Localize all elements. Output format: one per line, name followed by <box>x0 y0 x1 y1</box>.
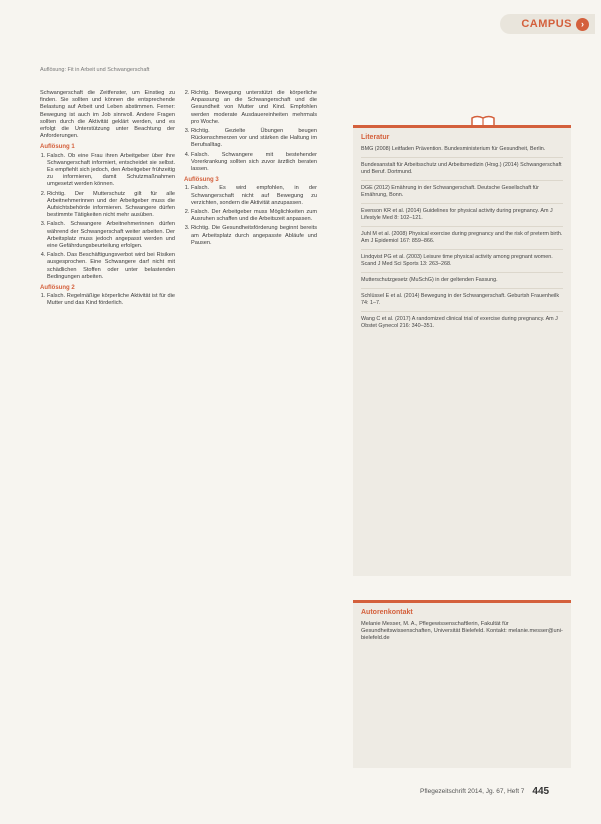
list-item: 2. Richtig. Der Mutterschutz gilt für alle Arbeitnehmerinnen und der Arbeitgeber muss die Aufsichtsbehörde informieren. Schwangere dürfen bestimmte Tätigkeiten nicht mehr ausüben. <box>47 191 175 220</box>
list-item: 4. Falsch. Schwangere mit bestehender Vorerkrankung sollten sich zuvor ärztlich beraten lassen. <box>191 152 317 174</box>
list-item: 4. Falsch. Das Beschäftigungsverbot wird bei Risiken ausgesprochen. Eine Schwangere darf nicht mit schädlichen Stoffen oder unter belastenden Bedingungen arbeiten. <box>47 252 175 281</box>
literature-item: Bundesanstalt für Arbeitsschutz und Arbeitsmedizin (Hrsg.) (2014) Schwangerschaft und Beruf. Dortmund. <box>361 162 563 181</box>
list-item: 3. Richtig. Die Gesundheitsförderung beginnt bereits am Arbeitsplatz durch angepasste Abläufe und Pausen. <box>191 225 317 247</box>
literature-title: Literatur <box>361 134 390 141</box>
literature-item: Mutterschutzgesetz (MuSchG) in der geltenden Fassung. <box>361 277 563 289</box>
literature-item: BMG (2008) Leitfaden Prävention. Bundesministerium für Gesundheit, Berlin. <box>361 146 563 158</box>
column-2 <box>184 90 317 249</box>
col1-heading: Auflösung 1 <box>40 144 75 151</box>
literature-item: Evenson KR et al. (2014) Guidelines for physical activity during pregnancy. Am J Lifestyle Med 8: 102–121. <box>361 208 563 227</box>
list-item: 1. Falsch. Regelmäßige körperliche Aktivität ist für die Mutter und das Kind förderlich. <box>47 293 175 307</box>
col1-list <box>40 153 175 281</box>
col2-heading: Auflösung 3 <box>184 177 219 184</box>
author-contact-box <box>353 600 571 768</box>
column-1 <box>40 90 175 310</box>
campus-label: CAMPUS <box>521 18 572 30</box>
literature-item: DGE (2012) Ernährung in der Schwangerschaft. Deutsche Gesellschaft für Ernährung, Bonn. <box>361 185 563 204</box>
list-item: 3. Falsch. Schwangere Arbeitnehmerinnen dürfen während der Schwangerschaft weiter arbeiten. Der Arbeitsplatz muss jedoch angepasst werden und eine Gefährdungsbeurteilung erfolgen. <box>47 221 175 250</box>
literature-box <box>353 125 571 576</box>
list-item: 2. Falsch. Der Arbeitgeber muss Möglichkeiten zum Ausruhen schaffen und die Arbeitszeit anpassen. <box>191 209 317 223</box>
col1-intro: Schwangerschaft die Zeitfenster, um Einstieg zu finden. Sie sollten und können die entsprechende Belastung auf Arbeit und Leben abstimmen. Ferner: Bewegung ist auch im Job sinnvoll. Andere Fragen sollten durch die Aktivität geklärt werden, und es erfolgt die Unterstützung unter Beachtung der Anforderungen. <box>40 90 175 140</box>
col2-list <box>184 90 317 173</box>
literature-item: Wang C et al. (2017) A randomized clinical trial of exercise during pregnancy. Am J Obstet Gynecol 216: 340–351. <box>361 316 558 329</box>
list-item: 1. Falsch. Es wird empfohlen, in der Schwangerschaft nicht auf Bewegung zu verzichten, sondern die Aktivität anzupassen. <box>191 185 317 207</box>
col2-list-3 <box>184 185 317 247</box>
author-text: Melanie Messer, M. A., Pflegewissenschaftlerin, Fakultät für Gesundheitswissenschaften, Universität Bielefeld. Kontakt: melanie.messer@uni-bielefeld.de <box>361 621 563 642</box>
campus-arrow-icon: › <box>576 18 589 31</box>
literature-item: Juhl M et al. (2008) Physical exercise during pregnancy and the risk of preterm birth. Am J Epidemiol 167: 859–866. <box>361 231 563 250</box>
author-title: Autorenkontakt <box>361 609 413 616</box>
col1-list-2 <box>40 293 175 307</box>
col1-heading-2: Auflösung 2 <box>40 285 75 292</box>
list-item: 1. Falsch. Ob eine Frau ihren Arbeitgeber über ihre Schwangerschaft informiert, entscheidet sie selbst. Es empfiehlt sich jedoch, den Arbeitgeber frühzeitig zu informieren, damit Schutzmaßnahmen umgesetzt werden können. <box>47 153 175 189</box>
page-number: 445 <box>532 786 550 797</box>
list-item: 2. Richtig. Bewegung unterstützt die körperliche Anpassung an die Schwangerschaft und die Gesundheit von Mutter und Kind. Empfohlen werden moderate Ausdauereinheiten mehrmals pro Woche. <box>191 90 317 126</box>
campus-section-tag <box>500 14 595 34</box>
literature-item: Schlüssel E et al. (2014) Bewegung in der Schwangerschaft. Geburtsh Frauenheilk 74: 1–7. <box>361 293 563 312</box>
footer-journal: Pflegezeitschrift 2014, Jg. 67, Heft 7 <box>420 788 525 795</box>
running-head: Auflösung: Fit in Arbeit und Schwangerschaft <box>40 67 150 73</box>
page-footer <box>420 786 549 797</box>
list-item: 3. Richtig. Gezielte Übungen beugen Rückenschmerzen vor und stärken die Haltung im Berufsalltag. <box>191 128 317 150</box>
literature-item: Lindqvist PG et al. (2003) Leisure time physical activity among pregnant women. Scand J Med Sci Sports 13: 263–268. <box>361 254 563 273</box>
